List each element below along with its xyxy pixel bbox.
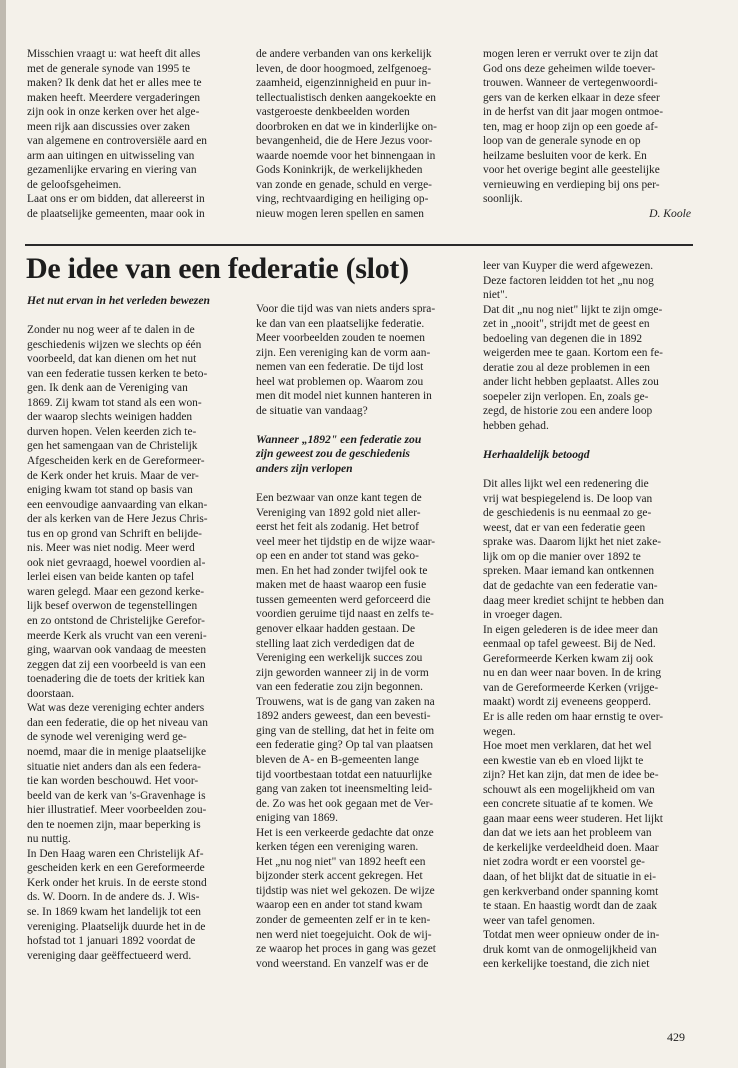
text-line: der waarop slechts weinigen hadden [27, 411, 193, 424]
text-line: weer van tafel genomen. [483, 914, 595, 927]
text-line: meen rijk aan discussies over zaken [27, 120, 190, 133]
text-line: nu en dan weer naar boven. In de kring [483, 667, 662, 680]
text-line: dat de gedachte van een federatie van- [483, 580, 658, 593]
text-line: daan, of het blijkt dat de situatie in ei- [483, 870, 657, 883]
text-line: vernieuwing en verdieping bij ons per- [483, 178, 660, 191]
text-line: zijn. Een vereniging kan de vorm aan- [256, 346, 431, 359]
text-line: nis. Meer was niet nodig. Meer werd [27, 542, 195, 555]
text-line: nemen van een federatie. De tijd lost [256, 361, 424, 374]
text-line: gen kerkverband onder spanning komt [483, 885, 659, 898]
text-line: hofstad tot 1 januari 1892 voordat de [27, 935, 196, 948]
text-line: deratie zou al deze problemen in een [483, 361, 650, 374]
text-line: Meer voorbeelden zouden te noemen [256, 332, 425, 345]
text-line: kerken tégen een vereniging waren. [256, 841, 419, 854]
text-line: van algemene en controversiële aard en [27, 135, 207, 148]
text-line: Afgescheiden kerk en de Gereformeer- [27, 455, 205, 468]
text-line: schouwt als een mogelijkheid om van [483, 783, 655, 796]
text-line: Het „nu nog niet" van 1892 heeft een [256, 855, 426, 868]
text-line: Wat was deze vereniging echter anders [27, 702, 205, 715]
text-line: maakt) wordt zij eveneens geopperd. [483, 696, 651, 709]
text-line: een kerkelijke toestand, die zich niet [483, 958, 650, 971]
text-line: van zonde en genade, schuld en verge- [256, 178, 432, 191]
author-signature: D. Koole [649, 207, 691, 221]
scan-edge [0, 0, 6, 1068]
text-line: Het is een verkeerde gedachte dat onze [256, 826, 434, 839]
text-line: loop van de generale synode en op [483, 135, 641, 148]
text-line: zet in „nooit", strijdt met de geest en [483, 318, 650, 331]
text-line: anders zijn verlopen [256, 462, 353, 476]
text-line: vond weerstand. En vanzelf was er de [256, 957, 429, 970]
article-title: De idee van een federatie (slot) [26, 252, 409, 285]
text-line: Zonder nu nog weer af te dalen in de [27, 324, 195, 337]
text-line: geschiedenis wijzen we slechts op één [27, 338, 202, 351]
text-line: durven hopen. Velen keerden zich te- [27, 425, 197, 438]
text-line: sprake was. Daarom lijkt het niet zake- [483, 536, 662, 549]
text-line: ke dan van een plaatselijke federatie. [256, 317, 425, 330]
text-line: beeld van de kerk van 's-Gravenhage is [27, 789, 206, 802]
subheading-herhaaldelijk: Herhaaldelijk betoogd [483, 448, 590, 462]
text-line: Dat dit „nu nog niet" lijkt te zijn omge- [483, 303, 663, 316]
intro-column-3 [483, 47, 691, 222]
text-line: Trouwens, wat is de gang van zaken na [256, 695, 435, 708]
text-line: vereniging. Plaatselijk duurde het in de [27, 920, 206, 933]
text-line: zijn ook in onze kerken over het alge- [27, 106, 200, 119]
text-line: hier illustratief. Meer voorbeelden zou- [27, 804, 207, 817]
text-line: ten, mag er hoop zijn op een goede af- [483, 120, 658, 133]
article-column-3-text-a [483, 259, 691, 434]
text-line: trouwen. Wanneer de vertegenwoordi- [483, 77, 658, 90]
text-line: tussen gemeenten werd geforceerd die [256, 593, 431, 606]
text-line: Gereformeerde Kerken kwam zij ook [483, 652, 654, 665]
text-line: de situatie van vandaag? [256, 404, 368, 417]
text-line: dan dat we iets aan het probleem van [483, 827, 652, 840]
text-line: Er is alle reden om haar ernstig te over- [483, 710, 664, 723]
text-line: van een federatie tussen kerken te beto- [27, 367, 208, 380]
article-column-1-text [27, 323, 243, 963]
text-line: doorstaan. [27, 687, 75, 700]
text-line: arm aan uitingen en uitwisseling van [27, 149, 195, 162]
text-line: en zo ontstond de Christelijke Gerefor- [27, 615, 205, 628]
text-line: in vroeger dagen. [483, 609, 563, 622]
text-line: soepeler zijn verlopen. En, zoals ge- [483, 390, 649, 403]
text-line: hebben gehad. [483, 420, 549, 433]
text-line: niet zodra wordt er een voorstel ge- [483, 856, 645, 869]
text-line: doorbroken en dat we in kinderlijke on- [256, 120, 437, 133]
text-line: God ons deze geheimen wilde toever- [483, 62, 656, 75]
article-column-2-text-a [256, 302, 472, 418]
text-line: Hoe moet men verklaren, dat het wel [483, 740, 652, 753]
text-line: ze waarop het proces in gang was gezet [256, 943, 436, 956]
text-line: dan een federatie, die op het niveau van [27, 716, 208, 729]
text-line: meerde Kerk als vrucht van een vereni- [27, 629, 207, 642]
text-line: voor het overige begint alle geestelijke [483, 164, 660, 177]
text-line: wegen. [483, 725, 516, 738]
text-line: 1892 anders geweest, dan een bevesti- [256, 710, 431, 723]
text-line: noemd, maar die in menige plaatselijke [27, 745, 207, 758]
subheading-1892 [256, 433, 472, 477]
text-line: een concrete situatie af te komen. We [483, 798, 653, 811]
text-line: Dit alles lijkt wel een redenering die [483, 478, 649, 491]
text-line: maken heeft. Meerdere vergaderingen [27, 91, 201, 104]
intro-column-1 [27, 47, 243, 222]
text-line: zijn geweest zou de geschiedenis [256, 447, 410, 461]
text-line: Totdat men weer opnieuw onder de in- [483, 929, 660, 942]
text-line: bijzonder sterk accent gekregen. Het [256, 870, 423, 883]
text-line: genover elkaar hadden gestaan. De [256, 623, 416, 636]
article-column-3 [483, 259, 691, 972]
text-line: de plaatselijke gemeenten, maar ook in [27, 208, 205, 221]
text-line: waarop een en ander tot stand kwam [256, 899, 423, 912]
text-line: gezamenlijke ervaring en viering van [27, 164, 197, 177]
text-line: se. In 1869 kwam het landelijk tot een [27, 905, 201, 918]
text-line: Deze factoren leidden tot het „nu nog [483, 274, 654, 287]
text-line: den te noemen zijn, maar beperking is [27, 818, 201, 831]
article-column-3-text-b [483, 477, 691, 972]
text-line: eenmaal op tafel geweest. Bij de Ned. [483, 638, 656, 651]
text-line: gescheiden kerk en een Gereformeerde [27, 862, 205, 875]
text-line: gang van zaken tot ineensmelting leid- [256, 783, 433, 796]
text-line: Laat ons er om bidden, dat allereerst in [27, 193, 205, 206]
text-line: heel wat problemen op. Waarom zou [256, 375, 424, 388]
text-line: in de herfst van dit jaar mogen ontmoe- [483, 106, 663, 119]
text-line: ook niet gevraagd, hoewel voordien al- [27, 556, 206, 569]
text-line: men dit model niet kunnen hanteren in [256, 390, 432, 403]
text-line: bevangenheid, die de Here Jezus voor- [256, 135, 433, 148]
text-line: tus en op grond van Schrift en belijde- [27, 527, 202, 540]
text-line: gen. Ik denk aan de Vereniging van [27, 382, 188, 395]
article-column-1 [27, 294, 243, 963]
text-line: de andere verbanden van ons kerkelijk [256, 48, 432, 60]
text-line: de. Zo was het ook gegaan met de Ver- [256, 797, 434, 810]
article-column-2 [256, 302, 472, 971]
text-line: tie kan worden beschouwd. Het voor- [27, 775, 199, 788]
text-line: heilzame besluiten voor de kerk. En [483, 149, 647, 162]
text-line: ging van de stelling, dat het in feite om [256, 724, 435, 737]
text-line: vrij wat bespiegelend is. De loop van [483, 492, 653, 505]
text-line: vastgeroeste denkbeelden worden [256, 106, 410, 119]
text-line: situatie niet anders dan als een federa- [27, 760, 201, 773]
text-line: ander licht hebben geplaatst. Alles zou [483, 376, 659, 389]
text-line: een kwestie van eb en vloed lijkt te [483, 754, 644, 767]
text-line: waren gelegd. Maar een gezond kerke- [27, 585, 205, 598]
page-number: 429 [667, 1030, 685, 1044]
text-line: zijn? Het kan zijn, dat men de idee be- [483, 769, 659, 782]
text-line: In Den Haag waren een Christelijk Af- [27, 847, 204, 860]
text-line: een eenvoudige aanvaarding van elkan- [27, 498, 208, 511]
text-line: men. En het had zonder twijfel ook te [256, 564, 428, 577]
text-line: tellectualistisch denken aangekoekte en [256, 91, 436, 104]
text-line: nieuw mogen leren spellen en samen [256, 208, 424, 221]
text-line: voorbeeld, dat kan dienen om het nut [27, 353, 197, 366]
text-line: Kerk onder het kruis. In de eerste stond [27, 876, 207, 889]
text-line: veel meer het tijdstip en de wijze waar- [256, 535, 436, 548]
text-line: weigerden mee te gaan. Kortom een fe- [483, 347, 663, 360]
text-line: Vereniging van 1892 gold niet aller- [256, 506, 421, 519]
text-line: Vereniging een werkelijk succes zou [256, 652, 423, 665]
subheading-nut: Het nut ervan in het verleden bewezen [27, 294, 210, 307]
text-line: zaamheid, eigenzinnigheid en puur in- [256, 77, 431, 90]
intro-column-3-text [483, 47, 691, 207]
text-line: lijk om op die manier over 1892 te [483, 550, 641, 563]
text-line: soonlijk. [483, 193, 523, 206]
text-line: een federatie ging? Op tal van plaatsen [256, 739, 434, 752]
text-line: Misschien vraagt u: wat heeft dit alles [27, 48, 201, 60]
text-line: ging, waarvan ook vandaag de meesten [27, 644, 207, 657]
text-line: ving, rechtvaardiging en heiliging op- [256, 193, 429, 206]
text-line: leer van Kuyper die werd afgewezen. [483, 260, 654, 272]
text-line: bedoeling van degenen die in 1892 [483, 332, 643, 345]
text-line: tijdstip was niet wel gekozen. De wijze [256, 884, 435, 897]
text-line: met de generale synode van 1995 te [27, 62, 191, 75]
text-line: daag meer krediet schijnt te hebben dan [483, 594, 664, 607]
text-line: spreken. Maar iemand kan ontkennen [483, 565, 655, 578]
text-line: van een federatie zou zijn begonnen. [256, 681, 423, 694]
text-line: niet". [483, 289, 508, 302]
text-line: waarde noemde voor het binnengaan in [256, 149, 436, 162]
text-line: vereniging daar geëffectueerd werd. [27, 949, 192, 962]
text-line: de geschiedenis is nu eenmaal zo ge- [483, 507, 652, 520]
text-line: eerst het feit als zodanig. Het betrof [256, 521, 419, 534]
text-line: zonder de gemeenten zelf er in te ken- [256, 913, 431, 926]
text-line: Wanneer „1892" een federatie zou [256, 432, 422, 446]
text-line: Voor die tijd was van niets anders spra- [256, 303, 436, 315]
text-line: zeggen dat zij een voorbeeld is van een [27, 658, 206, 671]
text-line: gen het samengaan van de Christelijk [27, 440, 198, 453]
article-column-2-text-b [256, 491, 472, 971]
text-line: nen werd niet toegejuicht. Ook de wij- [256, 928, 432, 941]
text-line: de kerkelijke verdeeldheid doen. Maar [483, 841, 659, 854]
text-line: mogen leren er verrukt over te zijn dat [483, 48, 658, 60]
text-line: 1869. Zij kwam tot stand als een won- [27, 396, 202, 409]
text-line: de geloofsgeheimen. [27, 178, 122, 191]
text-line: leven, de door hoogmoed, zelfgenoeg- [256, 62, 432, 75]
text-line: In eigen gelederen is de idee meer dan [483, 623, 658, 636]
section-divider [25, 244, 693, 246]
text-line: te staan. En haastig wordt dan de zaak [483, 900, 657, 913]
text-line: Een bezwaar van onze kant tegen de [256, 492, 422, 505]
text-line: voordien geruime tijd naast en zelfs te- [256, 608, 434, 621]
intro-column-2 [256, 47, 472, 222]
text-line: druk komt van de onmogelijkheid van [483, 943, 657, 956]
text-line: op een en ander tot stand was geko- [256, 550, 419, 563]
text-line: zegd, de historie zou een andere loop [483, 405, 653, 418]
text-line: maken? Ik denk dat het er alles mee te [27, 77, 202, 90]
text-line: weest, dat er van een federatie geen [483, 521, 646, 534]
text-line: nu nuttig. [27, 833, 71, 846]
text-line: de Kerk onder het kruis. Maar de ver- [27, 469, 199, 482]
text-line: de synode wel vereniging werd ge- [27, 731, 187, 744]
text-line: zijn geworden wanneer zij in de vorm [256, 666, 429, 679]
text-line: gaan maar eens weer studeren. Het lijkt [483, 812, 663, 825]
text-line: Gods Koninkrijk, de werkelijkheden [256, 164, 423, 177]
text-line: ds. W. Doorn. In de andere ds. J. Wis- [27, 891, 200, 904]
text-line: gers van de kerken elkaar in deze sfeer [483, 91, 660, 104]
text-line: eniging van 1869. [256, 812, 338, 825]
text-line: van de Gereformeerde Kerken (vrijge- [483, 681, 659, 694]
text-line: eniging kwam tot stand op basis van [27, 484, 193, 497]
text-line: stelling laat zich verdedigen dat de [256, 637, 415, 650]
text-line: lerlei eisen van beide kanten op tafel [27, 571, 194, 584]
text-line: toenadering die de toets der kritiek kan [27, 673, 205, 686]
text-line: bleven de A- en B-gemeenten lange [256, 753, 419, 766]
text-line: lijk besef overwon de tegenstellingen [27, 600, 198, 613]
text-line: der als kerken van de Here Jezus Chris- [27, 513, 208, 526]
text-line: tijd voortbestaan totdat een natuurlijke [256, 768, 432, 781]
text-line: maken met de haast waarop een fusie [256, 579, 427, 592]
